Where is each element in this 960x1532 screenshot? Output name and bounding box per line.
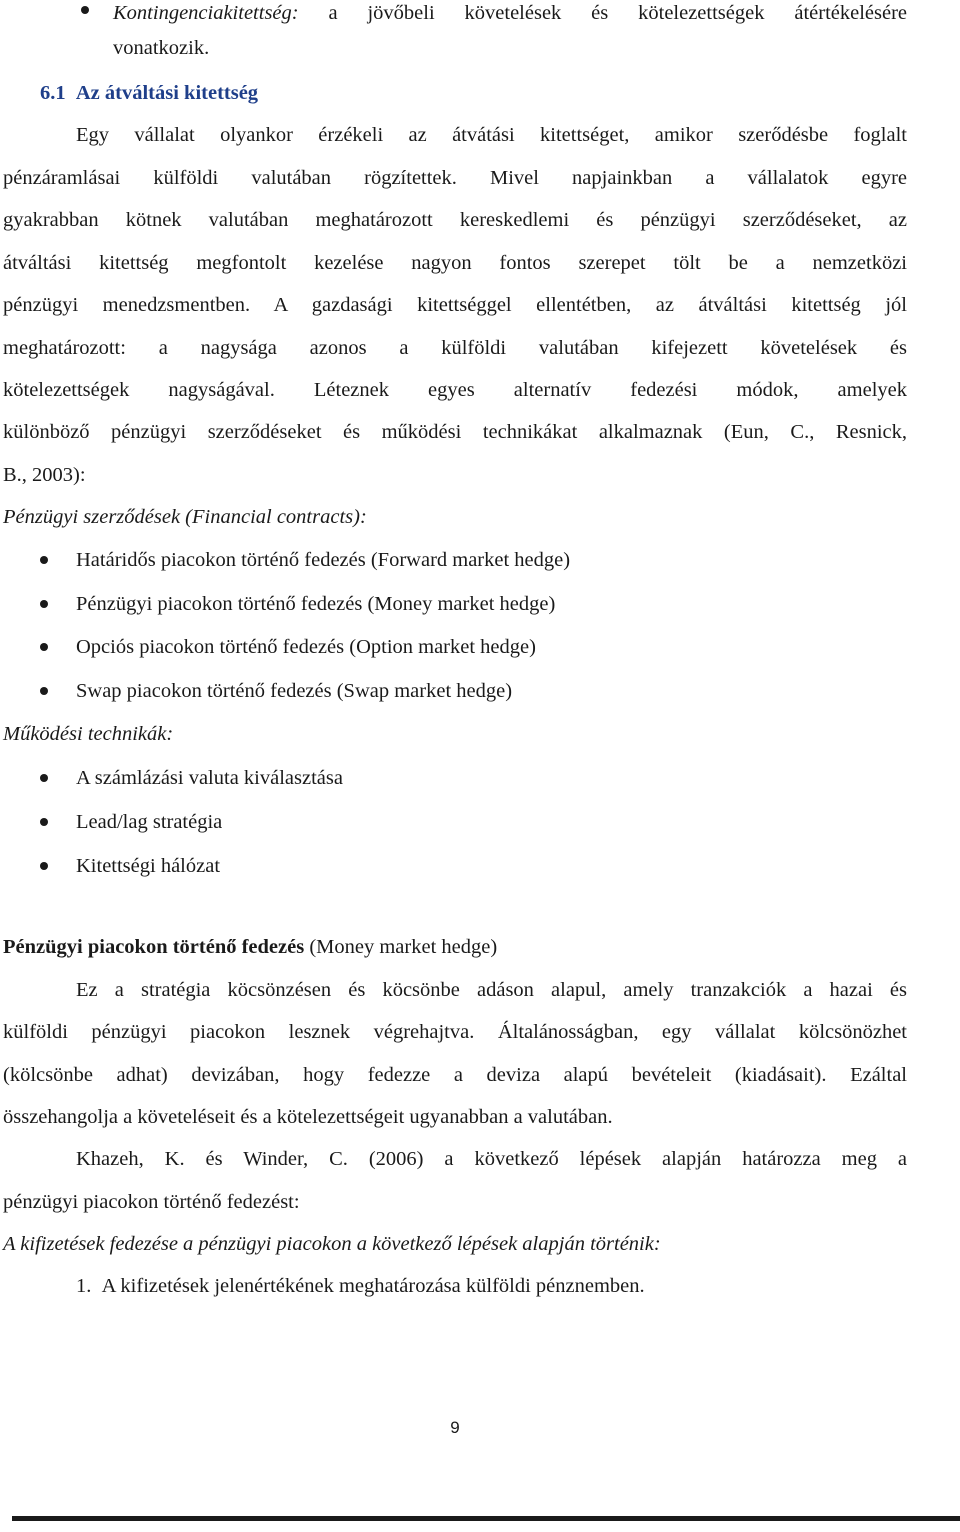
intro-line1-rest: a jövőbeli követelések és kötelezettségek átértékelésére bbox=[328, 2, 908, 24]
list-item: Kitettségi hálózat bbox=[76, 855, 221, 877]
step-number: 1. bbox=[76, 1275, 92, 1297]
numbered-step bbox=[76, 1273, 960, 1299]
para1-line: különböző pénzügyi szerződéseket és működési technikákat alkalmaznak (Eun, C., Resnick, bbox=[3, 421, 907, 443]
step-text: A kifizetések jelenértékének meghatározása külföldi pénznemben. bbox=[101, 1275, 645, 1297]
list-item: Pénzügyi piacokon történő fedezés (Money market hedge) bbox=[76, 593, 556, 615]
intro-bullet-line1 bbox=[113, 0, 907, 26]
list-item: A számlázási valuta kiválasztása bbox=[76, 767, 343, 789]
para1-line: meghatározott: a nagysága azonos a külföldi valutában kifejezett követelések és bbox=[3, 337, 907, 359]
para2-line: (kölcsönbe adhat) devizában, hogy fedezze a deviza alapú bevételeit (kiadásait). Ezáltal bbox=[3, 1064, 907, 1086]
para1-line: B., 2003): bbox=[3, 464, 86, 486]
list-item: Swap piacokon történő fedezés (Swap market hedge) bbox=[76, 680, 513, 702]
section-title: Az átváltási kitettség bbox=[75, 82, 259, 104]
money-market-title-rest: (Money market hedge) bbox=[309, 936, 498, 958]
bullet-icon bbox=[81, 6, 89, 14]
list-item: Lead/lag stratégia bbox=[76, 811, 223, 833]
section-heading bbox=[40, 80, 944, 106]
bullet-icon bbox=[40, 818, 48, 826]
financial-contracts-heading: Pénzügyi szerződések (Financial contracts): bbox=[3, 506, 367, 528]
page-number: 9 bbox=[450, 1418, 460, 1437]
money-market-title bbox=[3, 934, 907, 960]
operating-techniques-heading: Működési technikák: bbox=[3, 723, 174, 745]
intro-term: Kontingenciakitettség: bbox=[113, 2, 299, 24]
para2-line: külföldi pénzügyi piacokon lesznek végrehajtva. Általánosságban, egy vállalat kölcsönözhet bbox=[3, 1021, 907, 1043]
bullet-icon bbox=[40, 687, 48, 695]
bullet-icon bbox=[40, 556, 48, 564]
para1-line: Egy vállalat olyankor érzékeli az átvátási kitettséget, amikor szerődésbe foglalt bbox=[76, 124, 907, 146]
para1-line: gyakrabban kötnek valutában meghatározott kereskedlemi és pénzügyi szerződéseket, az bbox=[3, 209, 907, 231]
section-number: 6.1 bbox=[40, 82, 66, 104]
khazeh-line: pénzügyi piacokon történő fedezést: bbox=[3, 1191, 300, 1213]
money-market-title-bold: Pénzügyi piacokon történő fedezés bbox=[3, 936, 305, 958]
steps-heading: A kifizetések fedezése a pénzügyi piacokon a következő lépések alapján történik: bbox=[3, 1233, 661, 1255]
para2-line: összehangolja a követeléseit és a kötelezettségeit ugyanabban a valutában. bbox=[3, 1106, 613, 1128]
para1-line: kötelezettségek nagyságával. Léteznek egyes alternatív fedezési módok, amelyek bbox=[3, 379, 907, 401]
intro-bullet-line2: vonatkozik. bbox=[113, 37, 210, 59]
bullet-icon bbox=[40, 600, 48, 608]
para1-line: pénzügyi menedzsmentben. A gazdasági kitettséggel ellentétben, az átváltási kitettség jól bbox=[3, 294, 907, 316]
bullet-icon bbox=[40, 774, 48, 782]
bullet-icon bbox=[40, 643, 48, 651]
para1-line: pénzáramlásai külföldi valutában rögzítettek. Mivel napjainkban a vállalatok egyre bbox=[3, 167, 907, 189]
footer-rule bbox=[12, 1516, 960, 1521]
khazeh-line: Khazeh, K. és Winder, C. (2006) a következő lépések alapján határozza meg a bbox=[76, 1148, 907, 1170]
bullet-icon bbox=[40, 862, 48, 870]
para1-line: átváltási kitettség megfontolt kezelése nagyon fontos szerepet tölt be a nemzetközi bbox=[3, 252, 907, 274]
list-item: Opciós piacokon történő fedezés (Option market hedge) bbox=[76, 636, 536, 658]
list-item: Határidős piacokon történő fedezés (Forward market hedge) bbox=[76, 549, 571, 571]
para2-line: Ez a stratégia köcsönzésen és köcsönbe adáson alapul, amely tranzakciók a hazai és bbox=[76, 979, 907, 1001]
